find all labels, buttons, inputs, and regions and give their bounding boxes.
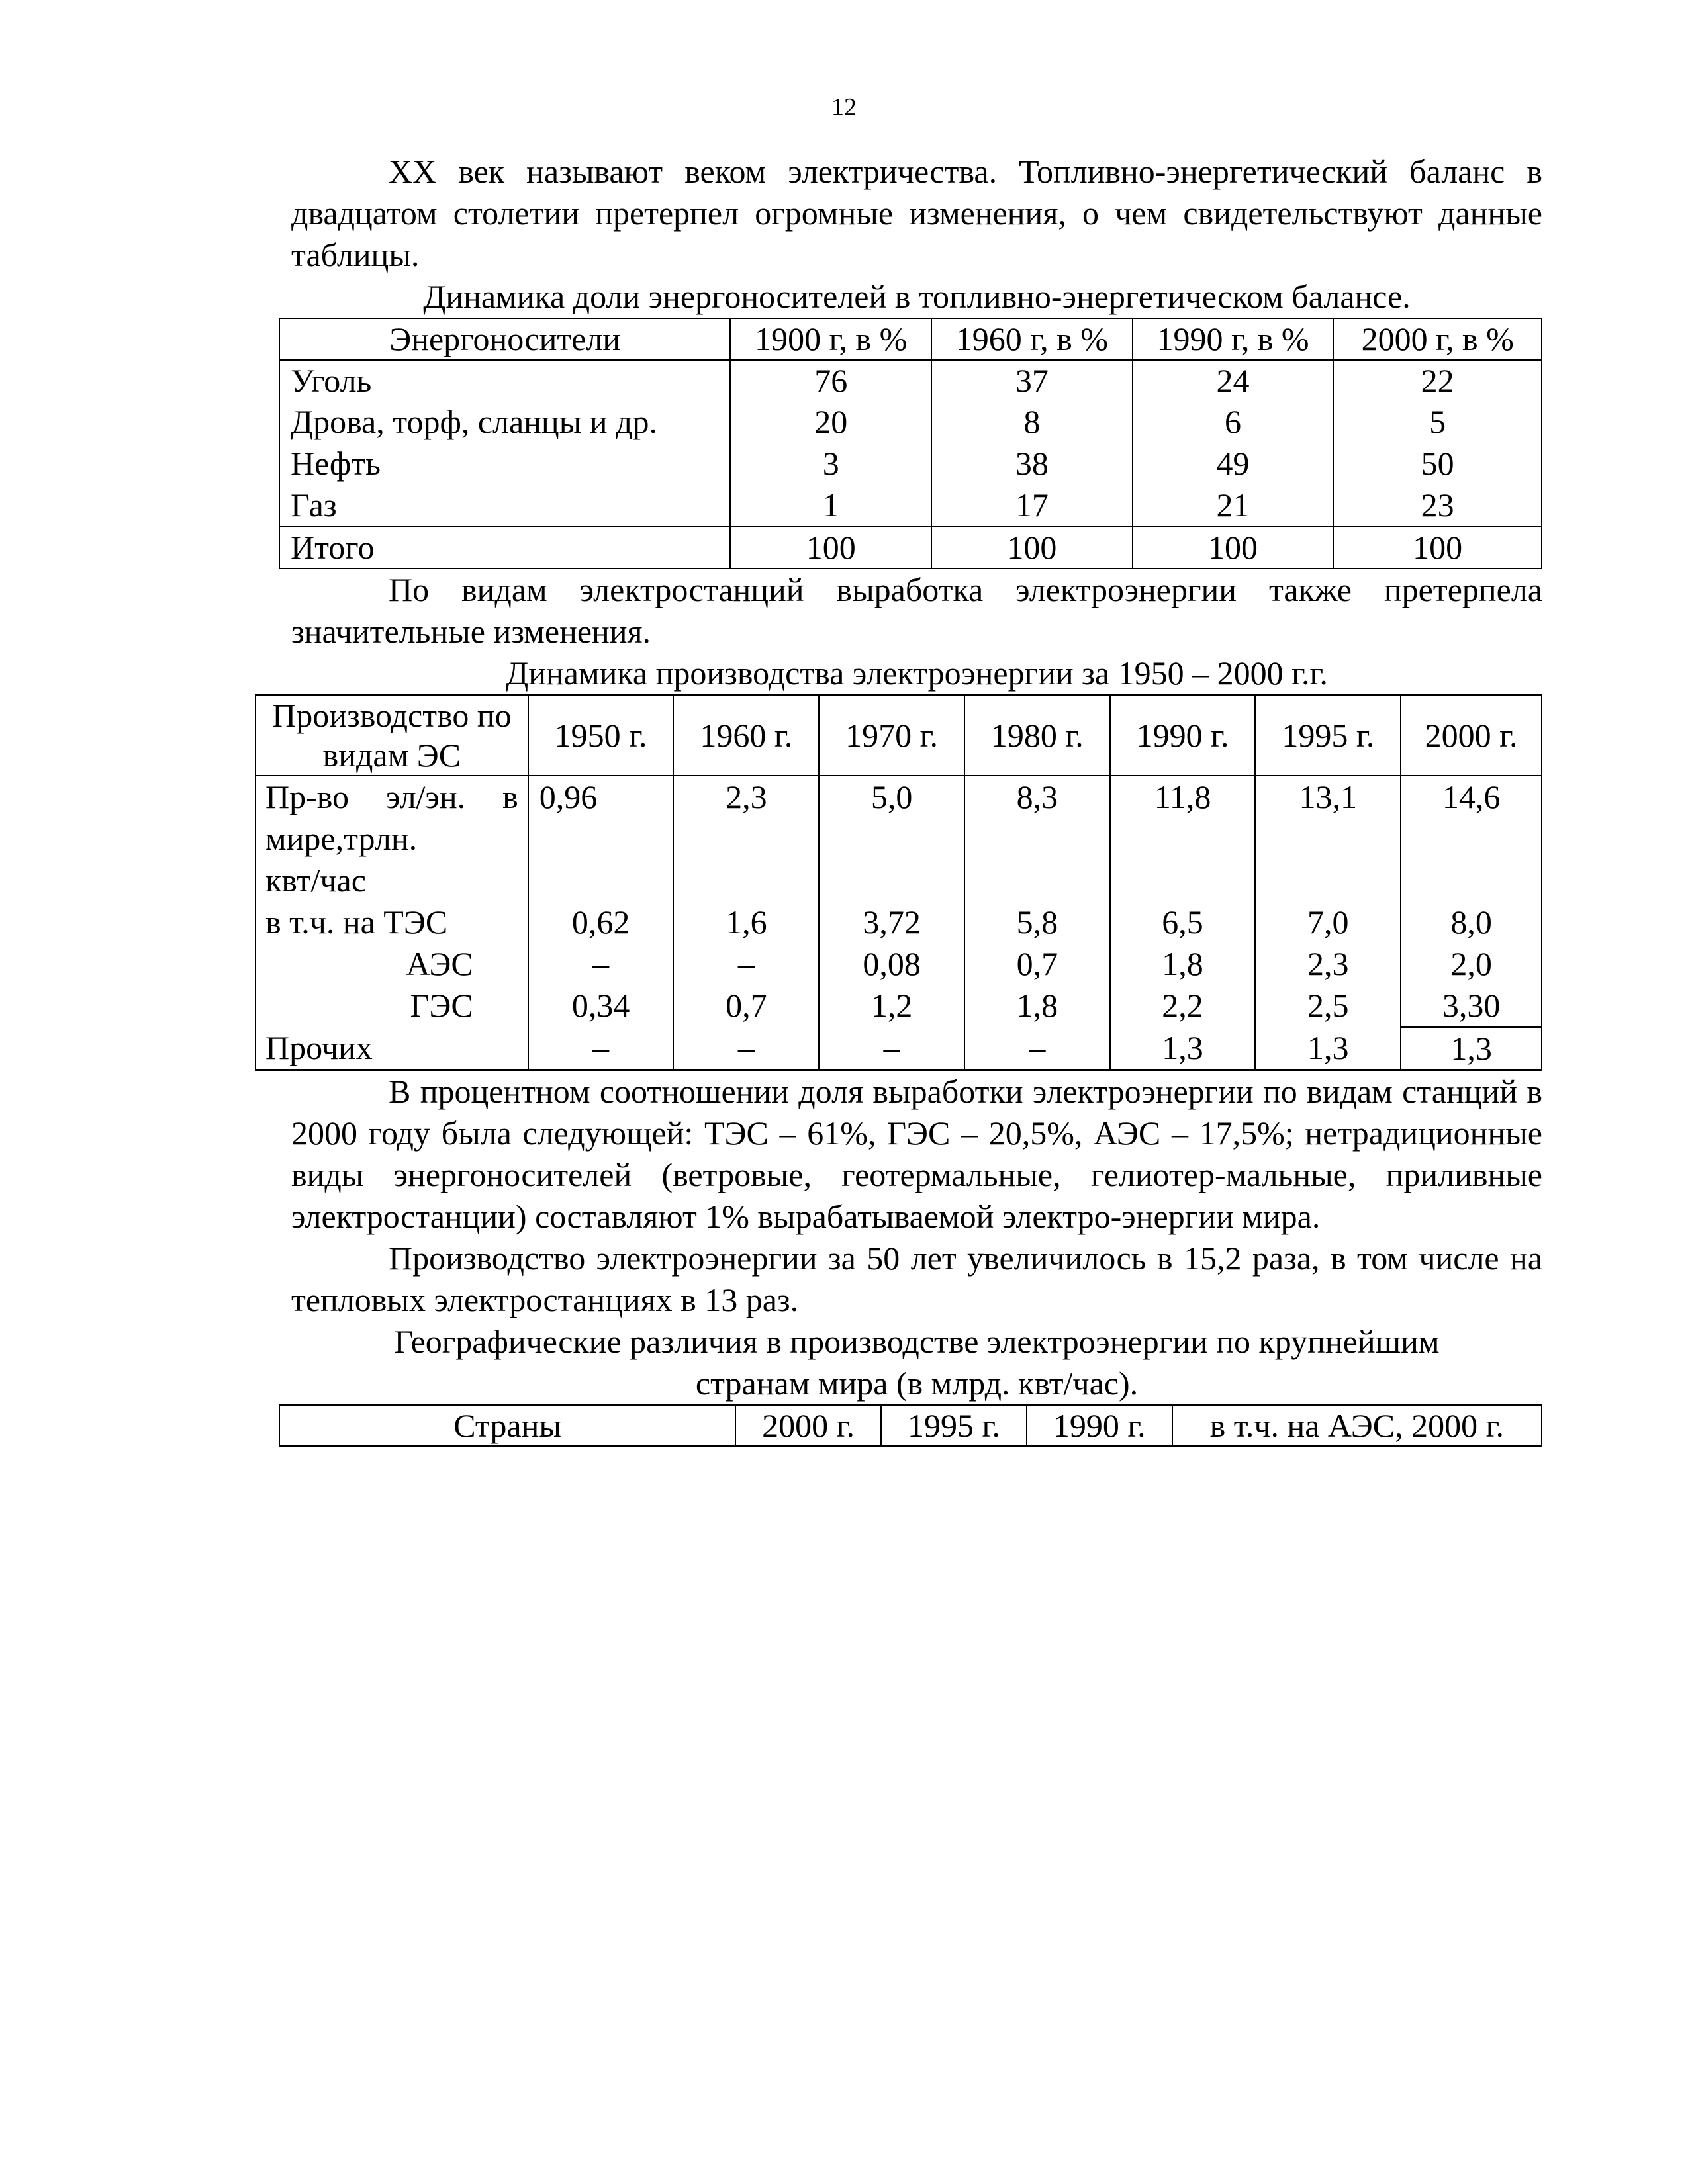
document-body (265, 151, 1542, 1447)
table-cell: 22 (1333, 360, 1542, 402)
table-cell: 49 (1133, 443, 1334, 485)
table-header-cell: Страны (279, 1405, 735, 1446)
table-cell: 8,0 (1401, 901, 1542, 943)
table-cell: 6 (1133, 402, 1334, 443)
row-label-part: в (502, 778, 518, 815)
table-cell: 20 (730, 402, 931, 443)
table-row (279, 402, 1542, 443)
table-cell: Дрова, торф, сланцы и др. (279, 402, 730, 443)
table-total-row (279, 527, 1542, 569)
table-row (256, 1027, 1542, 1070)
table-cell: 1,8 (1110, 943, 1256, 985)
table-cell: 2,0 (1401, 943, 1542, 985)
table-cell: Уголь (279, 360, 730, 402)
table-cell: 3,30 (1401, 985, 1542, 1027)
table-cell: 1,6 (673, 901, 819, 943)
table-cell: – (964, 1027, 1110, 1070)
table-row (279, 443, 1542, 485)
table-cell: 6,5 (1110, 901, 1256, 943)
row-label: АЭС (256, 943, 528, 985)
table-cell: 2,3 (1255, 943, 1401, 985)
table3-caption-line: Географические различия в производстве электроэнергии по крупнейшим (394, 1323, 1440, 1360)
table-cell: 100 (1333, 527, 1542, 569)
table-row (256, 776, 1542, 901)
table-header-cell: 1995 г. (1255, 695, 1401, 776)
share-paragraph: В процентном соотношении доля выработки электроэнергии по видам станций в 2000 году была следующей: ТЭС – 61%, ГЭС – 20,5%, АЭС – 17,5%; нетрадиционные виды энергоносителей (ветровые, геотермальные, гелиотер-мальные, приливные электростанции) составляют 1% вырабатываемой электро-энергии мира. (291, 1073, 1542, 1235)
table-cell: 0,96 (528, 776, 674, 901)
table-cell: 5,8 (964, 901, 1110, 943)
table-cell: Газ (279, 485, 730, 527)
table-cell: 14,6 (1401, 776, 1542, 901)
table-header-cell: Энергоносители (279, 318, 730, 360)
table-header-row (279, 318, 1542, 360)
row-label-part: Пр-во (265, 778, 350, 815)
table-header-cell: 1990 г. (1110, 695, 1256, 776)
row-label: Прочих (256, 1027, 528, 1070)
table-header-cell: 1990 г. (1027, 1405, 1172, 1446)
table-cell: 2,3 (673, 776, 819, 901)
table-cell: 2,5 (1255, 985, 1401, 1027)
table-header-cell: 1960 г, в % (931, 318, 1133, 360)
page-number: 12 (831, 93, 857, 121)
intro-paragraph: XX век называют веком электричества. Топливно-энергетический баланс в двадцатом столетии претерпел огромные изменения, о чем свидетельствуют данные таблицы. (291, 153, 1542, 273)
table3-caption-line: странам мира (в млрд. квт/час). (695, 1365, 1139, 1402)
row-label-part: квт/час (265, 862, 366, 899)
table-row (256, 985, 1542, 1027)
table-row (279, 485, 1542, 527)
table-cell: 23 (1333, 485, 1542, 527)
table-row (279, 360, 1542, 402)
table-cell: 100 (730, 527, 931, 569)
table1-caption: Динамика доли энергоносителей в топливно-энергетическом балансе. (423, 278, 1411, 315)
growth-paragraph: Производство электроэнергии за 50 лет увеличилось в 15,2 раза, в том числе на тепловых электростанциях в 13 раз. (291, 1240, 1542, 1318)
table-header-cell: Производство по видам ЭС (256, 695, 528, 776)
table-header-cell: 1990 г, в % (1133, 318, 1334, 360)
row-label-world (256, 776, 528, 901)
table-cell: Итого (279, 527, 730, 569)
electricity-production-table (255, 694, 1542, 1071)
row-label-part: мире,трлн. (265, 820, 418, 857)
table-cell: 1 (730, 485, 931, 527)
table-cell: 5 (1333, 402, 1542, 443)
row-label: в т.ч. на ТЭС (256, 901, 528, 943)
table-cell: 1,8 (964, 985, 1110, 1027)
table-cell: 21 (1133, 485, 1334, 527)
table-cell: – (528, 1027, 674, 1070)
table-cell: 2,2 (1110, 985, 1256, 1027)
table-cell: 100 (931, 527, 1133, 569)
table-cell: 11,8 (1110, 776, 1256, 901)
table-header-cell: 1900 г, в % (730, 318, 931, 360)
row-label-part: эл/эн. (386, 778, 466, 815)
table-cell: 1,3 (1110, 1027, 1256, 1070)
table-cell: 38 (931, 443, 1133, 485)
table-cell: 13,1 (1255, 776, 1401, 901)
table-cell: 76 (730, 360, 931, 402)
table-cell: 0,62 (528, 901, 674, 943)
row-label: ГЭС (256, 985, 528, 1027)
table-cell: 8 (931, 402, 1133, 443)
table-cell: 3 (730, 443, 931, 485)
table-header-cell: 1970 г. (819, 695, 964, 776)
table-header-cell: 1980 г. (964, 695, 1110, 776)
table-header-cell: в т.ч. на АЭС, 2000 г. (1172, 1405, 1542, 1446)
table-header-cell: 1960 г. (673, 695, 819, 776)
table-cell: 0,08 (819, 943, 964, 985)
table-cell: 37 (931, 360, 1133, 402)
table-header-cell: 2000 г, в % (1333, 318, 1542, 360)
table-header-cell: 2000 г. (1401, 695, 1542, 776)
table-cell: 100 (1133, 527, 1334, 569)
table3-caption (291, 1321, 1542, 1404)
table-cell: 0,34 (528, 985, 674, 1027)
table-cell: – (673, 1027, 819, 1070)
table-cell: – (528, 943, 674, 985)
table-cell: 1,2 (819, 985, 964, 1027)
table-cell: 7,0 (1255, 901, 1401, 943)
table-header-row (279, 1405, 1542, 1446)
table-cell: 3,72 (819, 901, 964, 943)
power-plants-paragraph: По видам электростанций выработка электроэнергии также претерпела значительные изменения. (291, 571, 1542, 650)
table-header-row (256, 695, 1542, 776)
table-cell: 24 (1133, 360, 1334, 402)
table-cell: 5,0 (819, 776, 964, 901)
countries-table (279, 1404, 1542, 1447)
table-header-cell: 1950 г. (528, 695, 674, 776)
table-cell: 50 (1333, 443, 1542, 485)
table2-caption: Динамика производства электроэнергии за 1950 – 2000 г.г. (506, 655, 1328, 692)
table-cell: 0,7 (673, 985, 819, 1027)
table-row (256, 943, 1542, 985)
table-row (256, 901, 1542, 943)
table-cell: 1,3 (1401, 1027, 1542, 1070)
table-cell: 8,3 (964, 776, 1110, 901)
table-cell: – (673, 943, 819, 985)
table-cell: Нефть (279, 443, 730, 485)
table-cell: 1,3 (1255, 1027, 1401, 1070)
table-header-cell: 2000 г. (735, 1405, 881, 1446)
table-header-cell: 1995 г. (881, 1405, 1027, 1446)
table-cell: 17 (931, 485, 1133, 527)
table-cell: 0,7 (964, 943, 1110, 985)
energy-sources-table (279, 318, 1542, 569)
table-cell: – (819, 1027, 964, 1070)
